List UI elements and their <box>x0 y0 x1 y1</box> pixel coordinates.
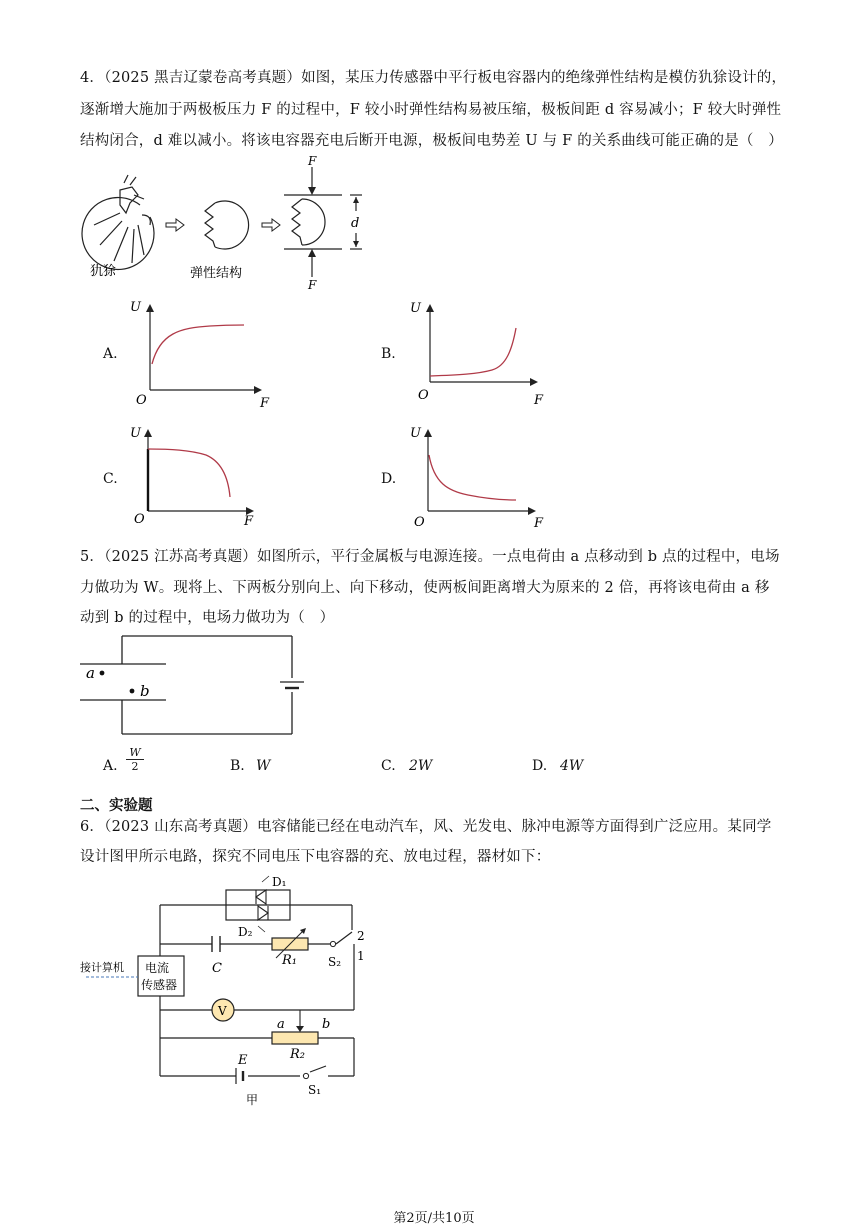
x-axis-label: F <box>244 514 254 529</box>
s2-label: S₂ <box>328 955 342 969</box>
figure-caption: 甲 <box>246 1093 259 1107</box>
q4-a-curve <box>152 325 244 364</box>
q5-option-d-value[interactable]: 4W <box>560 758 584 774</box>
point-a-label: a <box>86 664 95 682</box>
q4-stem-line2: 逐渐增大施加于两极板压力 F 的过程中，F 较小时弹性结构易被压缩，极板间距 d 容易减小；F 较大时弹性 <box>80 102 782 118</box>
force-label-top: F <box>308 155 317 168</box>
q5-option-b-value[interactable]: W <box>256 758 271 774</box>
q5-option-a-fraction[interactable] <box>126 746 144 773</box>
q5-stem-line2: 力做功为 W。现将上、下两板分别向上、向下移动，使两板间距离增大为原来的 2 倍，再将该电荷由 a 移 <box>80 580 770 596</box>
q4-option-c-label[interactable]: C. <box>103 471 118 487</box>
position-1-label: 1 <box>357 949 365 963</box>
q4-structure-figure <box>80 155 380 290</box>
r1-label: R₁ <box>282 953 297 968</box>
force-label-bottom: F <box>308 278 317 290</box>
q4-option-c-graph[interactable] <box>130 423 280 533</box>
q5-option-a-label[interactable]: A. <box>103 758 118 774</box>
q6-stem-line1: 6．（2023 山东高考真题）电容储能已经在电动汽车，风、光发电、脉冲电源等方面得到广泛应用。某同学 <box>80 819 772 835</box>
q4-c-curve <box>148 449 230 497</box>
arrow-icon <box>262 219 280 231</box>
q4-b-curve <box>430 328 516 376</box>
origin-label: O <box>134 512 145 527</box>
q5-option-c-value[interactable]: 2W <box>409 758 433 774</box>
y-axis-label: U <box>130 300 141 315</box>
fraction-numerator: W <box>126 746 144 760</box>
d2-label: D₂ <box>238 925 253 939</box>
origin-label: O <box>136 393 147 408</box>
y-axis-label: U <box>410 301 421 316</box>
q5-option-d-label[interactable]: D. <box>532 758 548 774</box>
armadillo-figure <box>82 175 154 269</box>
point-b-label: b <box>140 682 150 700</box>
q5-circuit-figure <box>76 628 306 740</box>
fraction-denominator: 2 <box>131 760 139 773</box>
y-axis-label: U <box>130 426 141 441</box>
x-axis-label: F <box>260 396 270 411</box>
q5-stem-line1: 5．（2025 江苏高考真题）如图所示，平行金属板与电源连接。一点电荷由 a 点移动到 b 点的过程中，电场 <box>80 549 780 565</box>
y-axis-label: U <box>410 426 421 441</box>
elastic-structure-figure <box>205 201 249 249</box>
position-2-label: 2 <box>357 929 365 943</box>
q4-stem-line3: 结构闭合，d 难以减小。将该电容器充电后断开电源，极板间电势差 U 与 F 的关系曲线可能正确的是（ ） <box>80 133 784 149</box>
s1-label: S₁ <box>308 1083 322 1097</box>
d1-label: D₁ <box>272 875 287 889</box>
q6-circuit-figure <box>76 868 376 1108</box>
structure-label: 弹性结构 <box>190 266 243 281</box>
battery-label: E <box>238 1053 248 1068</box>
arrow-icon <box>166 219 184 231</box>
q4-d-curve <box>429 455 516 500</box>
section-title: 二、实验题 <box>80 797 153 814</box>
capacitor-label: C <box>212 961 222 976</box>
q4-option-b-label[interactable]: B. <box>381 346 396 362</box>
page-number: 第2页/共10页 <box>393 1211 475 1226</box>
q4-option-d-label[interactable]: D. <box>381 471 397 487</box>
sensor-label-line2: 传感器 <box>141 978 178 992</box>
x-axis-label: F <box>534 516 544 531</box>
voltmeter-label: V <box>218 1004 227 1018</box>
sensor-label-line1: 电流 <box>145 961 170 975</box>
q6-stem-line2: 设计图甲所示电路，探究不同电压下电容器的充、放电过程，器材如下： <box>80 849 551 865</box>
q4-option-a-label[interactable]: A. <box>103 346 118 362</box>
computer-label: 接计算机 <box>80 961 124 974</box>
x-axis-label: F <box>534 393 544 408</box>
r2-label: R₂ <box>290 1047 305 1062</box>
q5-stem-line3: 动到 b 的过程中，电场力做功为（ ） <box>80 610 335 626</box>
armadillo-label: 犰狳 <box>90 264 117 279</box>
q4-option-b-graph[interactable] <box>408 298 558 413</box>
q4-option-d-graph[interactable] <box>408 423 558 533</box>
origin-label: O <box>418 388 429 403</box>
point-b-label: b <box>322 1017 331 1032</box>
origin-label: O <box>414 515 425 530</box>
point-a-label: a <box>277 1017 285 1032</box>
q4-option-a-graph[interactable] <box>130 298 280 413</box>
gap-label: d <box>351 216 360 231</box>
q5-option-c-label[interactable]: C. <box>381 758 396 774</box>
q4-stem-line1: 4．（2025 黑吉辽蒙卷高考真题）如图，某压力传感器中平行板电容器内的绝缘弹性结构是模仿犰狳设计的， <box>80 70 787 86</box>
q5-option-b-label[interactable]: B. <box>230 758 245 774</box>
